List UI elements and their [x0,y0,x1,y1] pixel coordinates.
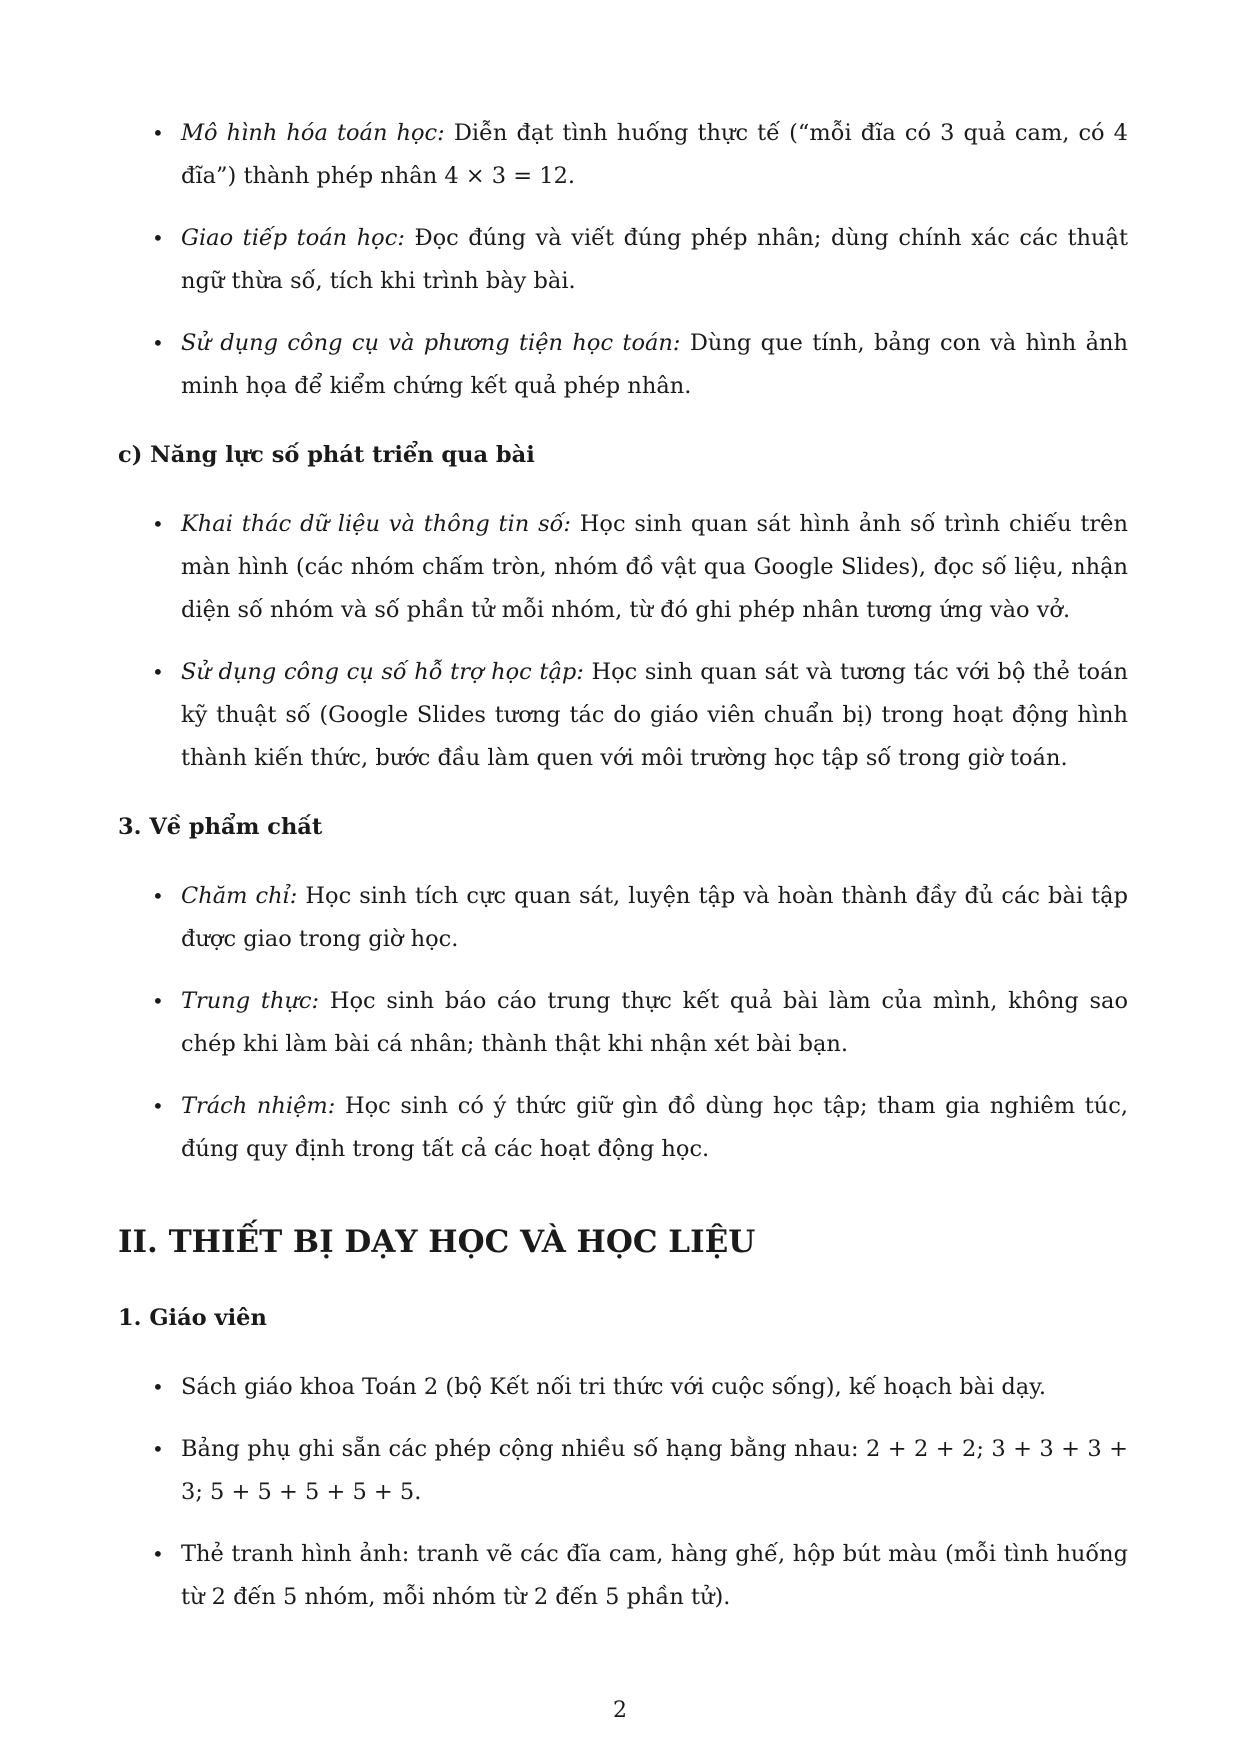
heading-digital-competency: c) Năng lực số phát triển qua bài [118,442,535,468]
item-text: Học sinh quan sát và tương tác với bộ thẻ toán kỹ thuật số (Google Slides tương tác do giáo viên chuẩn bị) trong hoạt động hình thành kiến thức, bước đầu làm quen với môi trường học tập số trong giờ toán. [181,659,1128,771]
item-text: Đọc đúng và viết đúng phép nhân; dùng chính xác các thuật ngữ thừa số, tích khi trình bày bài. [181,225,1128,294]
item-term: Mô hình hóa toán học: [181,120,445,146]
bullet-icon: • [152,884,164,908]
item-term: Sử dụng công cụ số hỗ trợ học tập: [181,659,584,685]
list-item [118,875,1128,961]
item-term: Trung thực: [181,988,320,1014]
math-competency-list [118,112,1128,408]
bullet-icon: • [152,1375,164,1399]
digital-competency-list [118,503,1128,780]
heading-teacher: 1. Giáo viên [118,1305,267,1331]
item-text: Thẻ tranh hình ảnh: tranh vẽ các đĩa cam, hàng ghế, hộp bút màu (mỗi tình huống từ 2 đến 5 nhóm, mỗi nhóm từ 2 đến 5 phần tử). [181,1541,1128,1610]
list-item [118,1428,1128,1514]
item-term: Giao tiếp toán học: [181,225,405,251]
bullet-icon: • [152,1437,164,1461]
page-number: 2 [613,1698,627,1723]
item-text: Học sinh có ý thức giữ gìn đồ dùng học tập; tham gia nghiêm túc, đúng quy định trong tất cả các hoạt động học. [181,1093,1128,1162]
item-text: Diễn đạt tình huống thực tế (“mỗi đĩa có 3 quả cam, có 4 đĩa”) thành phép nhân 4 × 3 = 12. [181,120,1128,189]
item-text: Học sinh báo cáo trung thực kết quả bài làm của mình, không sao chép khi làm bài cá nhân; thành thật khi nhận xét bài bạn. [181,988,1128,1057]
bullet-icon: • [152,660,164,684]
bullet-icon: • [152,226,164,250]
list-item [118,980,1128,1066]
bullet-icon: • [152,512,164,536]
list-item [118,1085,1128,1171]
item-term: Trách nhiệm: [181,1093,336,1119]
teacher-materials-list [118,1366,1128,1619]
bullet-icon: • [152,1094,164,1118]
item-text: Dùng que tính, bảng con và hình ảnh minh họa để kiểm chứng kết quả phép nhân. [181,330,1128,399]
item-term: Sử dụng công cụ và phương tiện học toán: [181,330,681,356]
bullet-icon: • [152,1542,164,1566]
list-item [118,1366,1128,1409]
item-text: Học sinh tích cực quan sát, luyện tập và hoàn thành đầy đủ các bài tập được giao trong giờ học. [181,883,1128,952]
document-page [118,112,1128,1619]
section-title-equipment: II. THIẾT BỊ DẠY HỌC VÀ HỌC LIỆU [118,1224,756,1260]
list-item [118,322,1128,408]
bullet-icon: • [152,331,164,355]
item-term: Chăm chỉ: [181,883,298,909]
list-item [118,503,1128,632]
item-text: Sách giáo khoa Toán 2 (bộ Kết nối tri thức với cuộc sống), kế hoạch bài dạy. [181,1374,1047,1400]
list-item [118,112,1128,198]
list-item [118,217,1128,303]
bullet-icon: • [152,121,164,145]
item-term: Khai thác dữ liệu và thông tin số: [181,511,571,537]
bullet-icon: • [152,989,164,1013]
heading-qualities: 3. Về phẩm chất [118,814,323,840]
item-text: Học sinh quan sát hình ảnh số trình chiếu trên màn hình (các nhóm chấm tròn, nhóm đồ vật qua Google Slides), đọc số liệu, nhận diện số nhóm và số phần tử mỗi nhóm, từ đó ghi phép nhân tương ứng vào vở. [181,511,1128,623]
item-text: Bảng phụ ghi sẵn các phép cộng nhiều số hạng bằng nhau: 2 + 2 + 2; 3 + 3 + 3 + 3; 5 + 5 + 5 + 5 + 5. [181,1436,1128,1505]
qualities-list [118,875,1128,1171]
list-item [118,651,1128,780]
list-item [118,1533,1128,1619]
